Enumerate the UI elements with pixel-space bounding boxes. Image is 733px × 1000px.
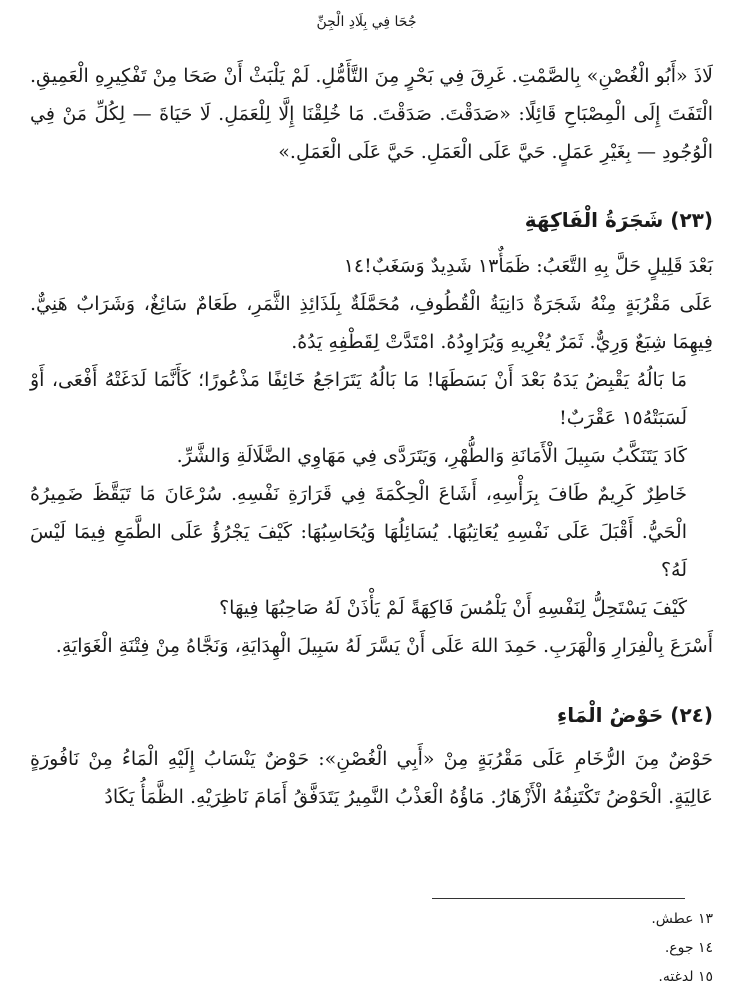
section-23-text [30, 247, 713, 665]
footnote-divider [432, 898, 685, 899]
section-24-text [30, 740, 713, 816]
section-23-paragraph-2: عَلَى مَقْرُبَةٍ مِنْهُ شَجَرَةٌ دَانِيَةُ الْقُطُوفِ، مُحَمَّلَةٌ بِلَذَائِذِ الثَّمَرِ، طَعَامٌ سَائِغٌ، وَشَرَابٌ هَنِيٌّ. فِيهِمَا شِبَعٌ وَرِيٌّ. ثَمَرٌ يُغْرِيهِ وَيُرَاوِدُهُ. امْتَدَّتْ لِقَطْفِهِ يَدُهُ. [30, 293, 713, 353]
footnote-15: ١٥ لدغته. [658, 969, 713, 985]
footnotes [651, 905, 713, 992]
section-23-paragraph-4: كَادَ يَتَنَكَّبُ سَبِيلَ الْأَمَانَةِ وَالطُّهْرِ، وَيَتَرَدَّى فِي مَهَاوِي الضَّلَالَةِ وَالشَّرِّ. [176, 445, 687, 467]
section-23-heading: (٢٣) شَجَرَةُ الْفَاكِهَةِ [524, 208, 713, 232]
footnote-14: ١٤ جوع. [664, 940, 713, 956]
section-24-heading: (٢٤) حَوْضُ الْمَاءِ [557, 703, 713, 727]
section-23-paragraph-7: أَسْرَعَ بِالْفِرَارِ وَالْهَرَبِ. حَمِدَ اللهَ عَلَى أَنْ يَسَّرَ لَهُ سَبِيلَ الْهِدَايَةِ، وَنَجَّاهُ مِنْ فِتْنَةِ الْغَوَايَةِ. [55, 635, 713, 657]
running-header: جُحَا فِي بِلَادِ الْجِنِّ [316, 14, 417, 30]
intro-text [30, 57, 713, 171]
section-23-paragraph-3: مَا بَالُهُ يَقْبِضُ يَدَهُ بَعْدَ أَنْ بَسَطَهَا! مَا بَالُهُ يَتَرَاجَعُ خَائِفًا مَذْعُورًا؛ كَأَنَّمَا لَدَغَتْهُ أَفْعَى، أَوْ لَسَبَتْهُ١٥ عَقْرَبٌ! [30, 369, 687, 429]
footnote-13: ١٣ عطش. [651, 911, 713, 927]
intro-paragraph: لَاذَ «أَبُو الْغُصْنِ» بِالصَّمْتِ. غَرِقَ فِي بَحْرٍ مِنَ التَّأَمُّلِ. لَمْ يَلْبَثْ أَنْ صَحَا مِنْ تَفْكِيرِهِ الْعَمِيقِ. الْتَفَتَ إِلَى الْمِصْبَاحِ قَائِلًا: «صَدَقْتَ. صَدَقْتَ. مَا خُلِقْنَا إِلَّا لِلْعَمَلِ. لَا حَيَاةَ — لِكُلِّ مَنْ فِي الْوُجُودِ — بِغَيْرِ عَمَلٍ. حَيَّ عَلَى الْعَمَلِ. حَيَّ عَلَى الْعَمَلِ.» [30, 65, 713, 163]
section-24-paragraph-1: حَوْضٌ مِنَ الرُّخَامِ عَلَى مَقْرُبَةٍ مِنْ «أَبِي الْغُصْنِ»: حَوْضٌ يَنْسَابُ إِلَيْهِ الْمَاءُ مِنْ نَافُورَةٍ عَالِيَةٍ. الْحَوْضُ تَكْتَنِفُهُ الْأَزْهَارُ. مَاؤُهُ الْعَذْبُ النَّمِيرُ يَتَدَفَّقُ أَمَامَ نَاظِرَيْهِ. الظَّمَأُ يَكَادُ [30, 748, 713, 808]
section-23-paragraph-5: خَاطِرٌ كَرِيمٌ طَافَ بِرَأْسِهِ، أَشَاعَ الْحِكْمَةَ فِي قَرَارَةِ نَفْسِهِ. سُرْعَانَ مَا تَيَقَّظَ ضَمِيرُهُ الْحَيُّ. أَقْبَلَ عَلَى نَفْسِهِ يُعَاتِبُهَا. يُسَائِلُهَا وَيُحَاسِبُهَا: كَيْفَ يَجْرُؤُ عَلَى الطَّمَعِ فِيمَا لَيْسَ لَهُ؟ [30, 483, 687, 581]
section-23-paragraph-6: كَيْفَ يَسْتَحِلُّ لِنَفْسِهِ أَنْ يَلْمُسَ فَاكِهَةً لَمْ يَأْذَنْ لَهُ صَاحِبُهَا فِيهَا؟ [219, 597, 687, 619]
section-23-paragraph-1: بَعْدَ قَلِيلٍ حَلَّ بِهِ التَّعَبُ: ظَمَأٌ١٣ شَدِيدٌ وَسَغَبٌ!١٤ [343, 255, 713, 277]
